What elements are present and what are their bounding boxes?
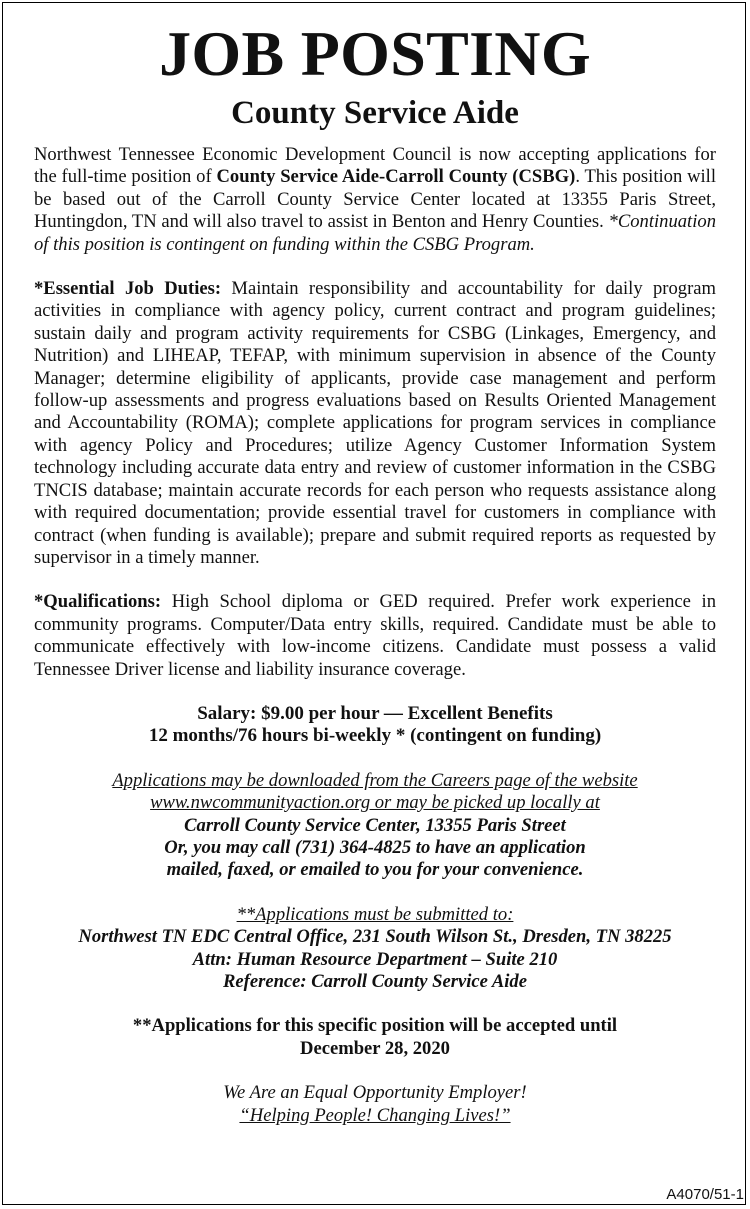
submit-address: Northwest TN EDC Central Office, 231 South Wilson St., Dresden, TN 38225 — [78, 926, 672, 948]
submit-attention: Attn: Human Resource Department – Suite 210 — [192, 948, 558, 970]
submit-heading: **Applications must be submitted to: — [236, 903, 514, 925]
deadline-line1: **Applications for this specific position will be accepted until — [132, 1015, 618, 1037]
position-title: County Service Aide — [231, 95, 519, 131]
ad-code: A4070/51-1 — [666, 1186, 744, 1203]
job-posting-ad — [34, 18, 716, 1127]
page-title: JOB POSTING — [159, 18, 591, 89]
intro-location-text: . This position will be based out of the Carroll County Service Center located at 13355 Paris Street, Huntingdon, TN and will also travel to assist in Benton and Henry Counties. — [34, 166, 717, 233]
slogan: “Helping People! Changing Lives!” — [239, 1104, 511, 1126]
position-name: County Service Aide-Carroll County (CSBG) — [216, 166, 576, 188]
download-instructions-line1: Applications may be downloaded from the Careers page of the website — [112, 769, 638, 791]
duties-label: *Essential Job Duties: — [34, 278, 222, 300]
hours-line: 12 months/76 hours bi-weekly * (contingent on funding) — [148, 725, 602, 747]
deadline-date: December 28, 2020 — [300, 1037, 450, 1059]
website-link[interactable]: www.nwcommunityaction.org or may be picked up locally at — [150, 792, 600, 814]
duties-text: Maintain responsibility and accountability for daily program activities in compliance with agency policy, current contract and program guidelines; sustain daily and program activity requirements for CSBG (Linkages, Emergency, and Nutrition) and LIHEAP, TEFAP, with minimum supervision in absence of the County Manager; determine eligibility of applicants, provide case management and perform follow-up assessments and progress evaluations based on Results Oriented Management and Accountability (ROMA); complete applications for program services in compliance with agency Policy and Procedures; utilize Agency Customer Information System technology including accurate data entry and review of customer information in the CSBG TNCIS database; maintain accurate records for each person who requests assistance along with required documentation; provide essential travel for customers in compliance with contract (when funding is available); prepare and submit required reports as requested by supervisor in a timely manner. — [34, 278, 717, 568]
submit-reference: Reference: Carroll County Service Aide — [222, 971, 527, 992]
intro-text: Northwest Tennessee Economic Development Council is now accepting applications for the full-time position of — [34, 144, 716, 188]
eoe-statement: We Are an Equal Opportunity Employer! — [223, 1082, 527, 1104]
delivery-options: mailed, faxed, or emailed to you for your convenience. — [166, 859, 584, 881]
duties-paragraph — [34, 278, 716, 569]
phone-instructions: Or, you may call (731) 364-4825 to have an application — [164, 836, 586, 858]
qualifications-text: High School diploma or GED required. Prefer work experience in community programs. Computer/Data entry skills, required. Candidate must be able to communicate effectively with low-income citizens. Candidate must possess a valid Tennessee Driver license and liability insurance coverage. — [34, 591, 716, 680]
intro-paragraph — [34, 144, 716, 256]
qualifications-label: *Qualifications: — [34, 591, 162, 613]
qualifications-paragraph — [34, 591, 716, 681]
pickup-location: Carroll County Service Center, 13355 Paris Street — [184, 814, 566, 836]
salary-line: Salary: $9.00 per hour — Excellent Benefits — [197, 702, 553, 724]
funding-note: *Continuation of this position is contingent on funding within the CSBG Program. — [34, 211, 716, 255]
